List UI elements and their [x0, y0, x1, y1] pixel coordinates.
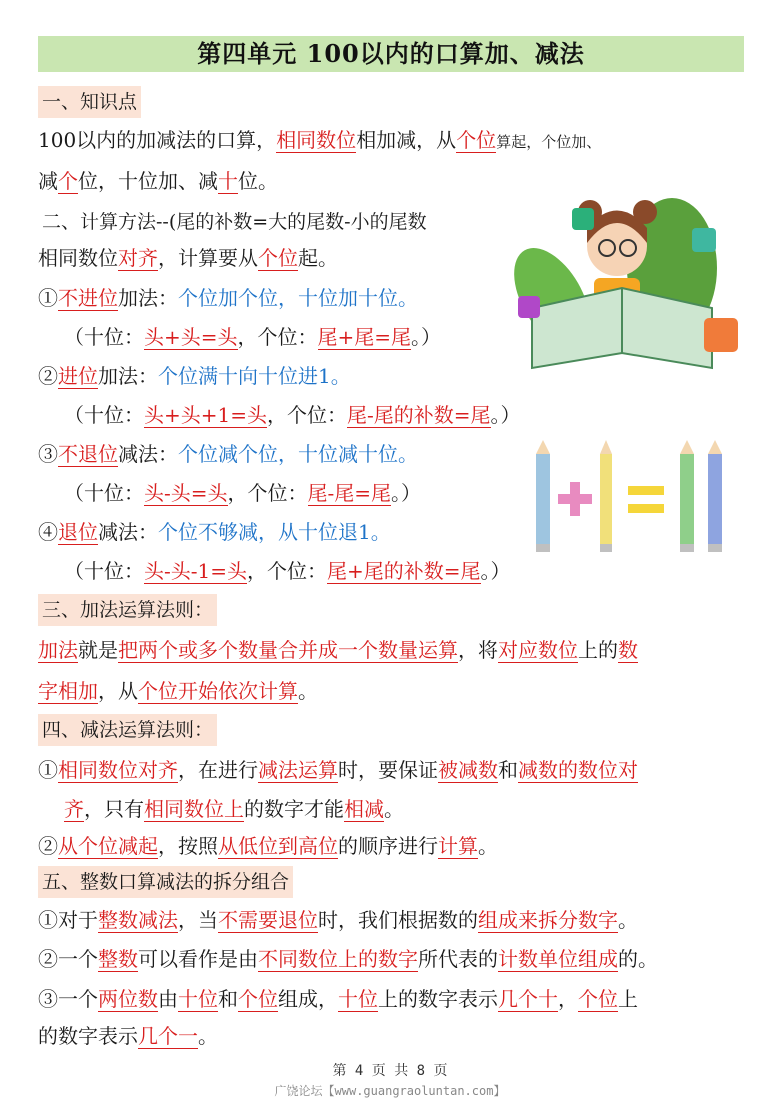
s3-line-2 [38, 676, 318, 706]
text: 100以内的加减法的口算， [38, 128, 277, 152]
text: ， [558, 987, 578, 1011]
highlight: 减数的数位对 [518, 758, 638, 782]
highlight: 齐 [64, 797, 84, 821]
text: ① [38, 286, 58, 310]
text: 上 [618, 987, 638, 1011]
s2-rule-2-detail [64, 400, 521, 430]
highlight: 相同数位 [276, 128, 357, 152]
highlight: 整数 [98, 947, 138, 971]
highlight: 被减数 [438, 758, 498, 782]
text: ②一个 [38, 947, 98, 971]
highlight: 组成来拆分数字 [478, 908, 618, 932]
text: 起。 [298, 246, 338, 270]
text: 所代表的 [418, 947, 498, 971]
s2-rule-4 [38, 517, 391, 547]
text: （十位： [64, 403, 144, 427]
s3-line-1 [38, 635, 638, 665]
highlight: 减法运算 [258, 758, 338, 782]
highlight: 退位 [58, 520, 98, 544]
text: ，将 [458, 638, 498, 662]
section-heading-1: 一、知识点 [38, 86, 141, 118]
blue-text: 个位减个位，十位减十位。 [178, 442, 418, 466]
text: 。） [391, 481, 422, 505]
highlight: 个位 [578, 987, 618, 1011]
highlight: 进位 [58, 364, 98, 388]
highlight: 个位 [238, 987, 278, 1011]
s2-rule-1-detail [64, 322, 441, 352]
text: 由 [158, 987, 178, 1011]
s5-line-4 [38, 1021, 218, 1051]
cube-icon [692, 228, 716, 252]
text: ② [38, 834, 58, 858]
section-heading-3: 三、加法运算法则： [38, 594, 217, 626]
text: 就是 [78, 638, 118, 662]
s2-line-1 [38, 243, 338, 273]
s5-line-3 [38, 984, 638, 1014]
text: 减 [38, 169, 58, 193]
hair-bun [633, 200, 657, 224]
highlight: 相同数位上 [144, 797, 244, 821]
pencil-icon [536, 440, 550, 552]
highlight: 十位 [338, 987, 378, 1011]
highlight: 数 [618, 638, 638, 662]
section-heading-4: 四、减法运算法则： [38, 714, 217, 746]
highlight: 几个一 [138, 1024, 198, 1048]
text: 相加减，从 [356, 128, 457, 152]
text: ，只有 [84, 797, 144, 821]
highlight: 头+头=头 [144, 325, 238, 349]
highlight: 头+头+1=头 [144, 403, 267, 427]
highlight: 把两个或多个数量合并成一个数量运算 [118, 638, 458, 662]
text: 时，我们根据数的 [318, 908, 478, 932]
highlight: 相减 [344, 797, 384, 821]
s1-line-1 [38, 125, 601, 157]
highlight: 整数减法 [98, 908, 178, 932]
equals-icon [628, 486, 664, 513]
text: 的数字表示 [38, 1024, 138, 1048]
text: 和 [498, 758, 518, 782]
highlight: 个位开始依次计算 [138, 679, 298, 703]
text: 的数字才能 [244, 797, 344, 821]
text: 和 [218, 987, 238, 1011]
highlight: 不进位 [58, 286, 118, 310]
text: ④ [38, 520, 58, 544]
text: 的顺序进行 [338, 834, 438, 858]
highlight: 字相加 [38, 679, 98, 703]
text: 。 [478, 834, 498, 858]
s5-line-2 [38, 944, 658, 974]
text: ，个位： [247, 559, 327, 583]
s2-rule-3-detail [64, 478, 421, 508]
text: ，在进行 [178, 758, 258, 782]
text: 位，十位加、减 [78, 169, 218, 193]
text: 。） [490, 403, 521, 427]
highlight: 不需要退位 [218, 908, 318, 932]
page-number: 第 4 页 共 8 页 [332, 1063, 448, 1079]
highlight: 不退位 [58, 442, 118, 466]
highlight: 个 [58, 169, 78, 193]
plus-icon [558, 482, 592, 516]
pencils-plus-equals-illustration [532, 440, 732, 558]
cube-icon [518, 296, 540, 318]
pencil-icon [600, 440, 612, 552]
watermark: 广饶论坛【www.guangraoluntan.com】 [274, 1084, 506, 1098]
text: ，计算要从 [158, 246, 258, 270]
pencil-icon [680, 440, 694, 552]
text: 加法： [98, 364, 158, 388]
text: 相同数位 [38, 246, 118, 270]
text: 可以看作是由 [138, 947, 258, 971]
text: 。 [384, 797, 404, 821]
text: 减法： [98, 520, 158, 544]
s2-rule-3 [38, 439, 418, 469]
highlight: 十位 [178, 987, 218, 1011]
text: ② [38, 364, 58, 388]
text: 时，要保证 [338, 758, 438, 782]
text: ，从 [98, 679, 138, 703]
text: ，按照 [158, 834, 218, 858]
text: 。） [411, 325, 442, 349]
highlight: 对应数位 [498, 638, 578, 662]
text: 的。 [618, 947, 658, 971]
text: 减法： [118, 442, 178, 466]
cube-icon [572, 208, 594, 230]
highlight: 两位数 [98, 987, 158, 1011]
highlight: 几个十 [498, 987, 558, 1011]
text: ，个位： [237, 325, 318, 349]
highlight: 尾+尾=尾 [317, 325, 412, 349]
text: 。 [198, 1024, 218, 1048]
text: ③一个 [38, 987, 98, 1011]
cube-icon [704, 318, 738, 352]
text: 上的数字表示 [378, 987, 498, 1011]
text: 加法： [118, 286, 178, 310]
page-title: 第四单元 100以内的口算加、减法 [197, 39, 585, 68]
pencil-icon [708, 440, 722, 552]
highlight: 计数单位组成 [498, 947, 618, 971]
text: ① [38, 758, 58, 782]
highlight: 相同数位对齐 [58, 758, 178, 782]
blue-text: 个位满十向十位进1。 [158, 364, 351, 388]
s4-line-2 [64, 794, 404, 824]
highlight: 头-头=头 [144, 481, 228, 505]
s5-line-1 [38, 905, 638, 935]
text: ，当 [178, 908, 218, 932]
s1-line-2 [38, 166, 278, 196]
text: 。） [480, 559, 511, 583]
text: 。 [618, 908, 638, 932]
s2-rule-2 [38, 361, 351, 391]
highlight: 头-头-1=头 [144, 559, 247, 583]
blue-text: 个位不够减，从十位退1。 [158, 520, 391, 544]
blue-text: 个位加个位，十位加十位。 [178, 286, 418, 310]
s2-rule-4-detail [64, 556, 511, 586]
s4-line-1 [38, 755, 638, 785]
text: （十位： [64, 559, 144, 583]
highlight: 从低位到高位 [218, 834, 338, 858]
s2-rule-1 [38, 283, 418, 313]
text: ，个位： [267, 403, 347, 427]
text: 。 [298, 679, 318, 703]
girl-reading-illustration [512, 188, 752, 378]
highlight: 从个位减起 [58, 834, 158, 858]
highlight: 计算 [438, 834, 478, 858]
highlight: 加法 [38, 638, 78, 662]
section-heading-5: 五、整数口算减法的拆分组合 [38, 866, 293, 898]
highlight: 尾+尾的补数=尾 [327, 559, 481, 583]
text: 上的 [578, 638, 618, 662]
text: ①对于 [38, 908, 98, 932]
text: 组成， [278, 987, 338, 1011]
text: ，个位： [227, 481, 308, 505]
text: （十位： [64, 481, 144, 505]
highlight: 不同数位上的数字 [258, 947, 418, 971]
highlight: 个位 [258, 246, 298, 270]
s4-line-3 [38, 831, 498, 861]
section-heading-2: 二、计算方法--(尾的补数=大的尾数-小的尾数 [42, 211, 427, 233]
highlight: 对齐 [118, 246, 158, 270]
text: 算起，个位加、 [496, 133, 602, 151]
highlight: 十 [218, 169, 238, 193]
highlight: 个位 [456, 128, 497, 152]
text: 位。 [238, 169, 278, 193]
text: ③ [38, 442, 58, 466]
highlight: 尾-尾=尾 [307, 481, 392, 505]
text: （十位： [64, 325, 144, 349]
highlight: 尾-尾的补数=尾 [347, 403, 491, 427]
